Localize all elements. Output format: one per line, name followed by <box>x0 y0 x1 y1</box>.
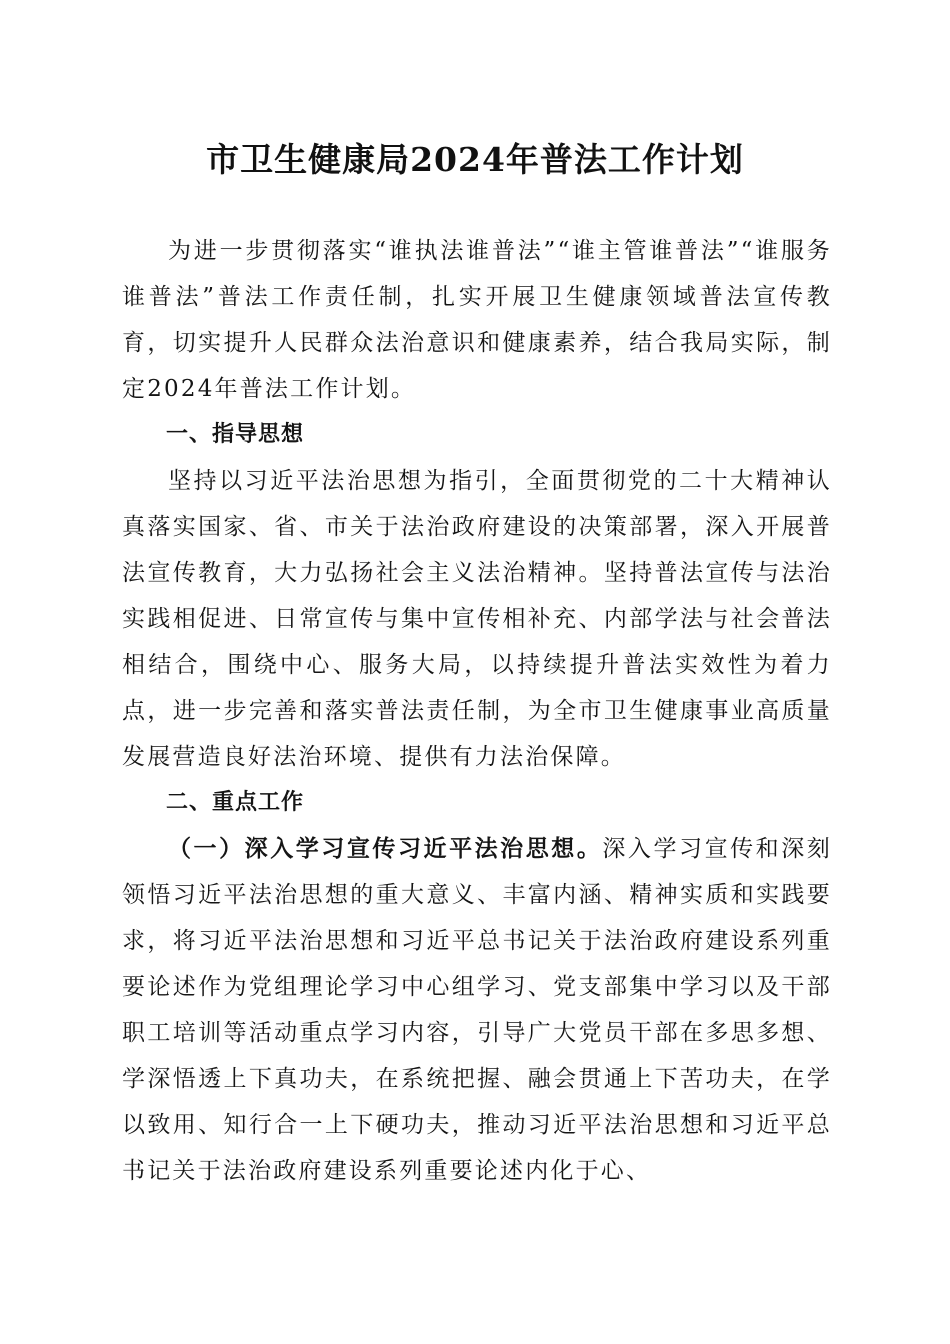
section-paragraph-guiding-thought: 坚持以习近平法治思想为指引，全面贯彻党的二十大精神认真落实国家、省、市关于法治政府建设的决策部署，深入开展普法宣传教育，大力弘扬社会主义法治精神。坚持普法宣传与法治实践相促进、日常宣传与集中宣传相补充、内部学法与社会普法相结合，围绕中心、服务大局，以持续提升普法实效性为着力点，进一步完善和落实普法责任制，为全市卫生健康事业高质量发展营造良好法治环境、提供有力法治保障。 <box>122 468 832 770</box>
intro-paragraph: 为进一步贯彻落实“谁执法谁普法”“谁主管谁普法”“谁服务谁普法”普法工作责任制，扎实开展卫生健康领域普法宣传教育，切实提升人民群众法治意识和健康素养，结合我局实际，制定2024年普法工作计划。 <box>122 238 832 402</box>
subsection-paragraph-1 <box>122 826 832 1194</box>
section-heading-key-work: 二、重点工作 <box>166 790 305 815</box>
document-title: 市卫生健康局2024年普法工作计划 <box>206 140 744 179</box>
subsection-body-1: 深入学习宣传和深刻领悟习近平法治思想的重大意义、丰富内涵、精神实质和实践要求，将习近平法治思想和习近平总书记关于法治政府建设系列重要论述作为党组理论学习中心组学习、党支部集中学习以及干部职工培训等活动重点学习内容，引导广大党员干部在多思多想、学深悟透上下真功夫，在系统把握、融会贯通上下苦功夫，在学以致用、知行合一上下硬功夫，推动习近平法治思想和习近平总书记关于法治政府建设系列重要论述内化于心、 <box>122 836 832 1184</box>
subsection-lead-1: （一）深入学习宣传习近平法治思想。 <box>168 836 603 862</box>
document-body <box>122 228 832 1194</box>
section-heading-guiding-thought: 一、指导思想 <box>166 422 305 447</box>
